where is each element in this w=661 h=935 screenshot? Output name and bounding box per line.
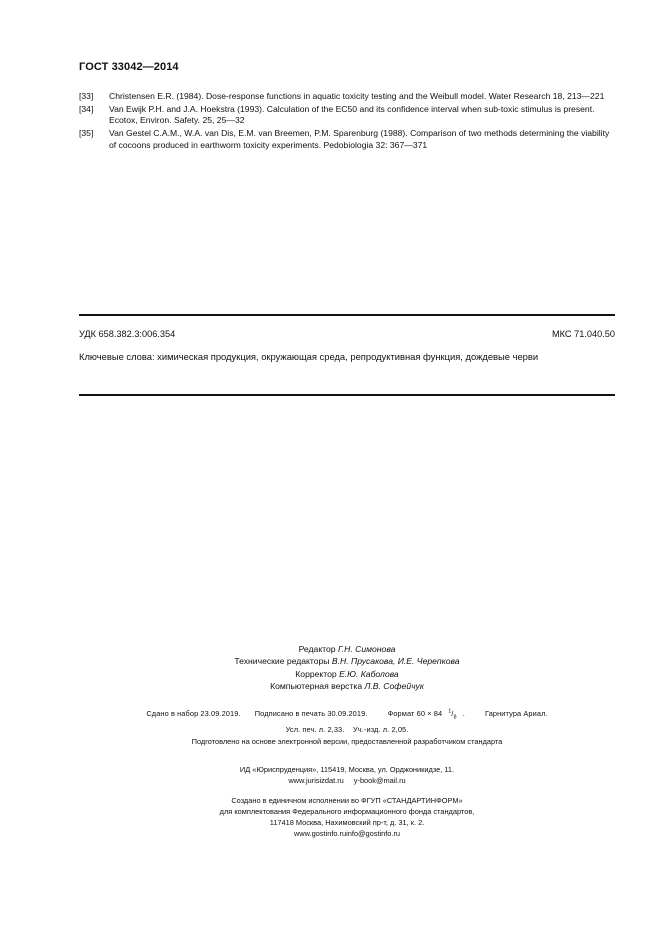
reference-number: [35] <box>79 128 94 139</box>
credit-person: Г.Н. Симонова <box>337 644 396 654</box>
credit-role: Редактор <box>298 644 336 654</box>
printer-block <box>79 795 615 839</box>
references-list <box>79 91 615 153</box>
reference-text: Van Gestel C.A.M., W.A. van Dis, E.M. van Breemen, P.M. Sparenburg (1988). Comparison of two methods determining the viability of cocoons produced in earthworm toxicity experiments. Pedobiologia 32: 367—371 <box>109 128 610 150</box>
print-sheets: Усл. печ. л. 2,33. <box>285 724 345 734</box>
printer-line-2: для комплектования Федерального информационного фонда стандартов, <box>219 807 475 816</box>
credits-block <box>79 643 615 693</box>
standard-number: ГОСТ 33042—2014 <box>79 61 179 73</box>
printer-line-3: 117418 Москва, Нахимовский пр-т, д. 31, к. 2. <box>269 818 425 827</box>
udk-code: УДК 658.382.3:006.354 <box>79 329 176 339</box>
publisher-address: ИД «Юриспруденция», 115419, Москва, ул. Орджоникидзе, 11. <box>239 765 455 774</box>
bottom-divider <box>79 394 615 396</box>
credit-line <box>79 680 615 692</box>
publisher-website-link[interactable]: www.jurisizdat.ru <box>288 776 344 785</box>
printer-email-link[interactable]: info@gostinfo.ru <box>346 829 401 838</box>
classification-row <box>79 329 615 339</box>
credit-line <box>79 668 615 680</box>
reference-text: Christensen E.R. (1984). Dose-response functions in aquatic toxicity testing and the Weibull model. Water Research 18, 213—221 <box>109 91 605 101</box>
credit-line <box>79 655 615 667</box>
signed-date: Подписано в печать 30.09.2019. <box>254 709 368 719</box>
publisher-email-link[interactable]: y-book@mail.ru <box>353 776 406 785</box>
credit-role: Компьютерная верстка <box>270 681 363 692</box>
credit-person: В.Н. Прусакова, И.Е. Черепкова <box>331 656 460 667</box>
reference-item <box>79 104 615 127</box>
publication-info <box>79 706 615 736</box>
prepared-note: Подготовлено на основе электронной версии, предоставленной разработчиком стандарта <box>191 737 503 746</box>
credit-role: Корректор <box>295 668 337 679</box>
typeface: Гарнитура Ариал. <box>485 709 548 719</box>
credit-person: Е.Ю. Каболова <box>339 668 399 679</box>
credit-line <box>79 643 615 655</box>
reference-number: [33] <box>79 91 94 101</box>
reference-number: [34] <box>79 103 94 114</box>
publisher-block <box>79 764 615 786</box>
credit-person: Л.В. Софейчук <box>364 681 424 692</box>
submitted-date: Сдано в набор 23.09.2019. <box>146 709 241 719</box>
printer-website-link[interactable]: www.gostinfo.ru <box>293 829 347 838</box>
reference-item <box>79 91 615 103</box>
credit-role: Технические редакторы <box>234 656 330 667</box>
edit-sheets: Уч.-изд. л. 2,05. <box>353 724 409 734</box>
keywords: Ключевые слова: химическая продукция, окружающая среда, репродуктивная функция, дождевые черви <box>79 351 539 362</box>
publisher-contacts <box>79 775 615 786</box>
printer-contacts <box>79 828 615 839</box>
reference-item <box>79 128 615 151</box>
sheets-row <box>79 724 615 736</box>
top-divider <box>79 314 615 316</box>
printer-line-1: Создано в единичном исполнении во ФГУП «СТАНДАРТИНФОРМ» <box>231 796 463 805</box>
publication-row <box>79 706 615 724</box>
reference-text: Van Ewijk P.H. and J.A. Hoekstra (1993). Calculation of the EC50 and its confidence interval when sub-toxic stimulus is present. Ecotox, Environ. Safety. 25, 25—32 <box>109 103 595 126</box>
paper-format: Формат 60 × 84 $^1/_8$ . <box>387 709 465 721</box>
mks-code: МКС 71.040.50 <box>552 329 615 339</box>
